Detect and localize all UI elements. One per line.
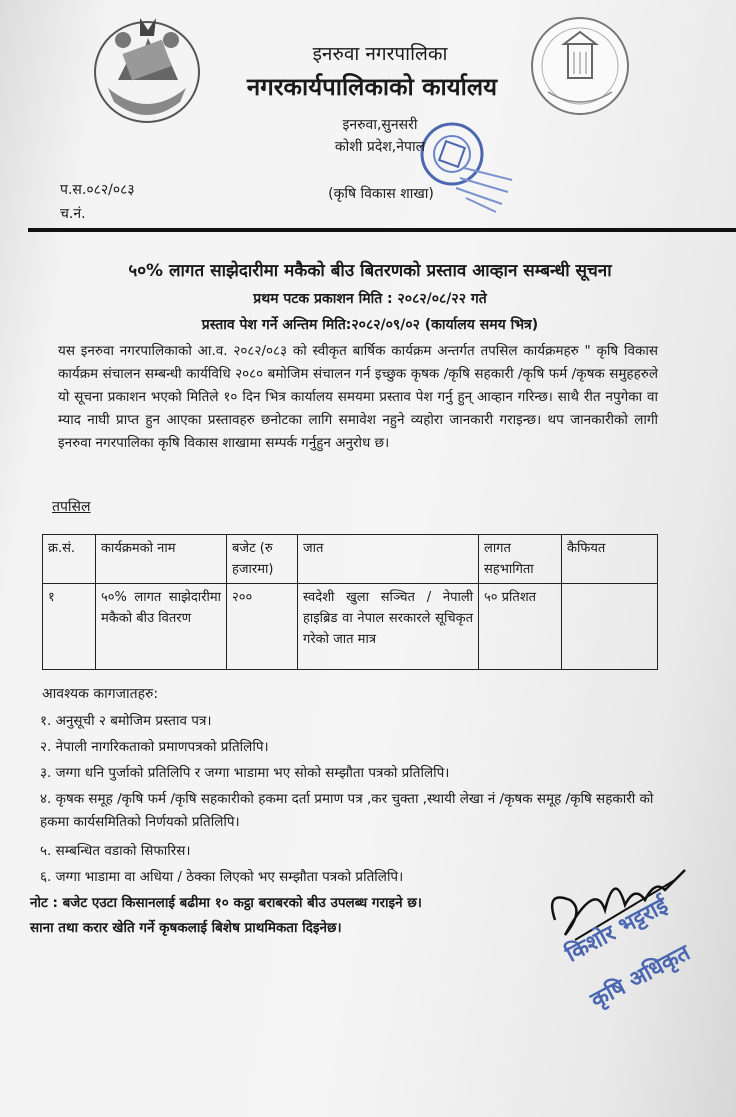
col-header-remarks: कैफियत — [562, 535, 658, 584]
notice-body: यस इनरुवा नगरपालिकाको आ.व. २०८२/०८३ को स्वीकृत बार्षिक कार्यक्रम अन्तर्गत तपसिल कार्यक्रमहरु " कृषि विकास कार्यक्रम संचालन सम्बन्धी कार्यविधि २०८० बमोजिम संचालन गर्न इच्छुक कृषक /कृषि सहकारी /कृषि फर्म /कृषक समुहहरुले यो सूचना प्रकाशन भएको मितिले १० दिन भित्र कार्यालय समयमा प्रस्ताव पेश गर्नु हुन् आव्हान गरिन्छ। साथै रीत नपुगेका वा म्याद नाघी प्राप्त हुन आएका प्रस्तावहरु छनोटका लागि समावेश नहुने व्यहोरा जानकारी गराइन्छ। थप जानकारीको लागी इनरुवा नगरपालिका कृषि विकास शाखामा सम्पर्क गर्नुहुन अनुरोध छ। — [58, 343, 658, 451]
reference-number: प.स.०८२/०८३ — [60, 182, 135, 198]
signatory-name: किशोर भट्टराई — [561, 893, 673, 968]
document-item-6: ६. जग्गा भाडामा वा अधिया / ठेक्का लिएको भए सम्झौता पत्रको प्रतिलिपि। — [40, 869, 404, 885]
branch-name: (कृषि विकास शाखा) — [328, 186, 434, 202]
document-item-5: ५. सम्बन्धित वडाको सिफारिस। — [40, 843, 191, 859]
publication-date: प्रथम पटक प्रकाशन मिति : २०८२/०८/२२ गते — [253, 291, 487, 307]
cell-variety: स्वदेशी खुला सञ्चित / नेपाली हाइब्रिड वा नेपाल सरकारले सूचिकृत गरेको जात मात्र — [298, 584, 479, 670]
col-header-cost-share: लागत सहभागिता — [479, 535, 562, 584]
municipality-name: इनरुवा नगरपालिका — [312, 43, 448, 65]
header-divider — [28, 228, 736, 232]
documents-heading: आवश्यक कागजातहरु: — [42, 686, 159, 702]
cell-sn: १ — [43, 584, 96, 670]
cell-remarks — [562, 584, 658, 670]
signatory-title: कृषि अधिकृत — [586, 940, 695, 1014]
document-item-3: ३. जग्गा धनि पुर्जाको प्रतिलिपि र जग्गा भाडामा भए सोको सम्झौता पत्रको प्रतिलिपि। — [40, 765, 450, 781]
document-item-2: २. नेपाली नागरिकताको प्रमाणपत्रको प्रतिलिपि। — [40, 739, 269, 755]
submission-deadline: प्रस्ताव पेश गर्ने अन्तिम मिति:२०८२/०९/०२ (कार्यालय समय भित्र) — [201, 317, 539, 333]
address-line-2: कोशी प्रदेश,नेपाल — [334, 139, 426, 155]
address-line-1: इनरुवा,सुनसरी — [342, 117, 418, 133]
document-item-4: ४. कृषक समूह /कृषि फर्म /कृषि सहकारीको हकमा दर्ता प्रमाण पत्र ,कर चुक्ता ,स्थायी लेखा नं /कृषक समूह /कृषि सहकारी को हकमा कार्यसमितिको निर्णयको प्रतिलिपि। — [40, 791, 654, 830]
schedule-label: तपसिल — [52, 499, 91, 515]
col-header-variety: जात — [298, 535, 479, 584]
dispatch-number: च.नं. — [60, 206, 86, 222]
cell-program: ५०% लागत साझेदारीमा मकैको बीउ वितरण — [96, 584, 227, 670]
col-header-budget: बजेट (रु हजारमा) — [227, 535, 298, 584]
col-header-program: कार्यक्रमको नाम — [96, 535, 227, 584]
table-row — [43, 584, 658, 670]
note-priority: साना तथा करार खेति गर्ने कृषकलाई बिशेष प्राथमिकता दिइनेछ। — [30, 920, 342, 936]
office-name: नगरकार्यपालिकाको कार्यालय — [246, 73, 498, 101]
municipality-seal-icon — [528, 14, 632, 118]
cell-cost-share: ५० प्रतिशत — [479, 584, 562, 670]
notice-title: ५०% लागत साझेदारीमा मकैको बीउ बितरणको प्रस्ताव आव्हान सम्बन्धी सूचना — [128, 261, 612, 281]
cell-budget: २०० — [227, 584, 298, 670]
table-header-row — [43, 535, 658, 584]
note-budget: नोट : बजेट एउटा किसानलाई बढीमा १० कट्ठा बराबरको बीउ उपलब्ध गराइने छ। — [30, 895, 422, 911]
nepal-emblem-icon — [88, 10, 206, 128]
document-item-1: १. अनुसूची २ बमोजिम प्रस्ताव पत्र। — [40, 713, 212, 729]
program-table — [42, 534, 658, 670]
col-header-sn: क्र.सं. — [43, 535, 96, 584]
